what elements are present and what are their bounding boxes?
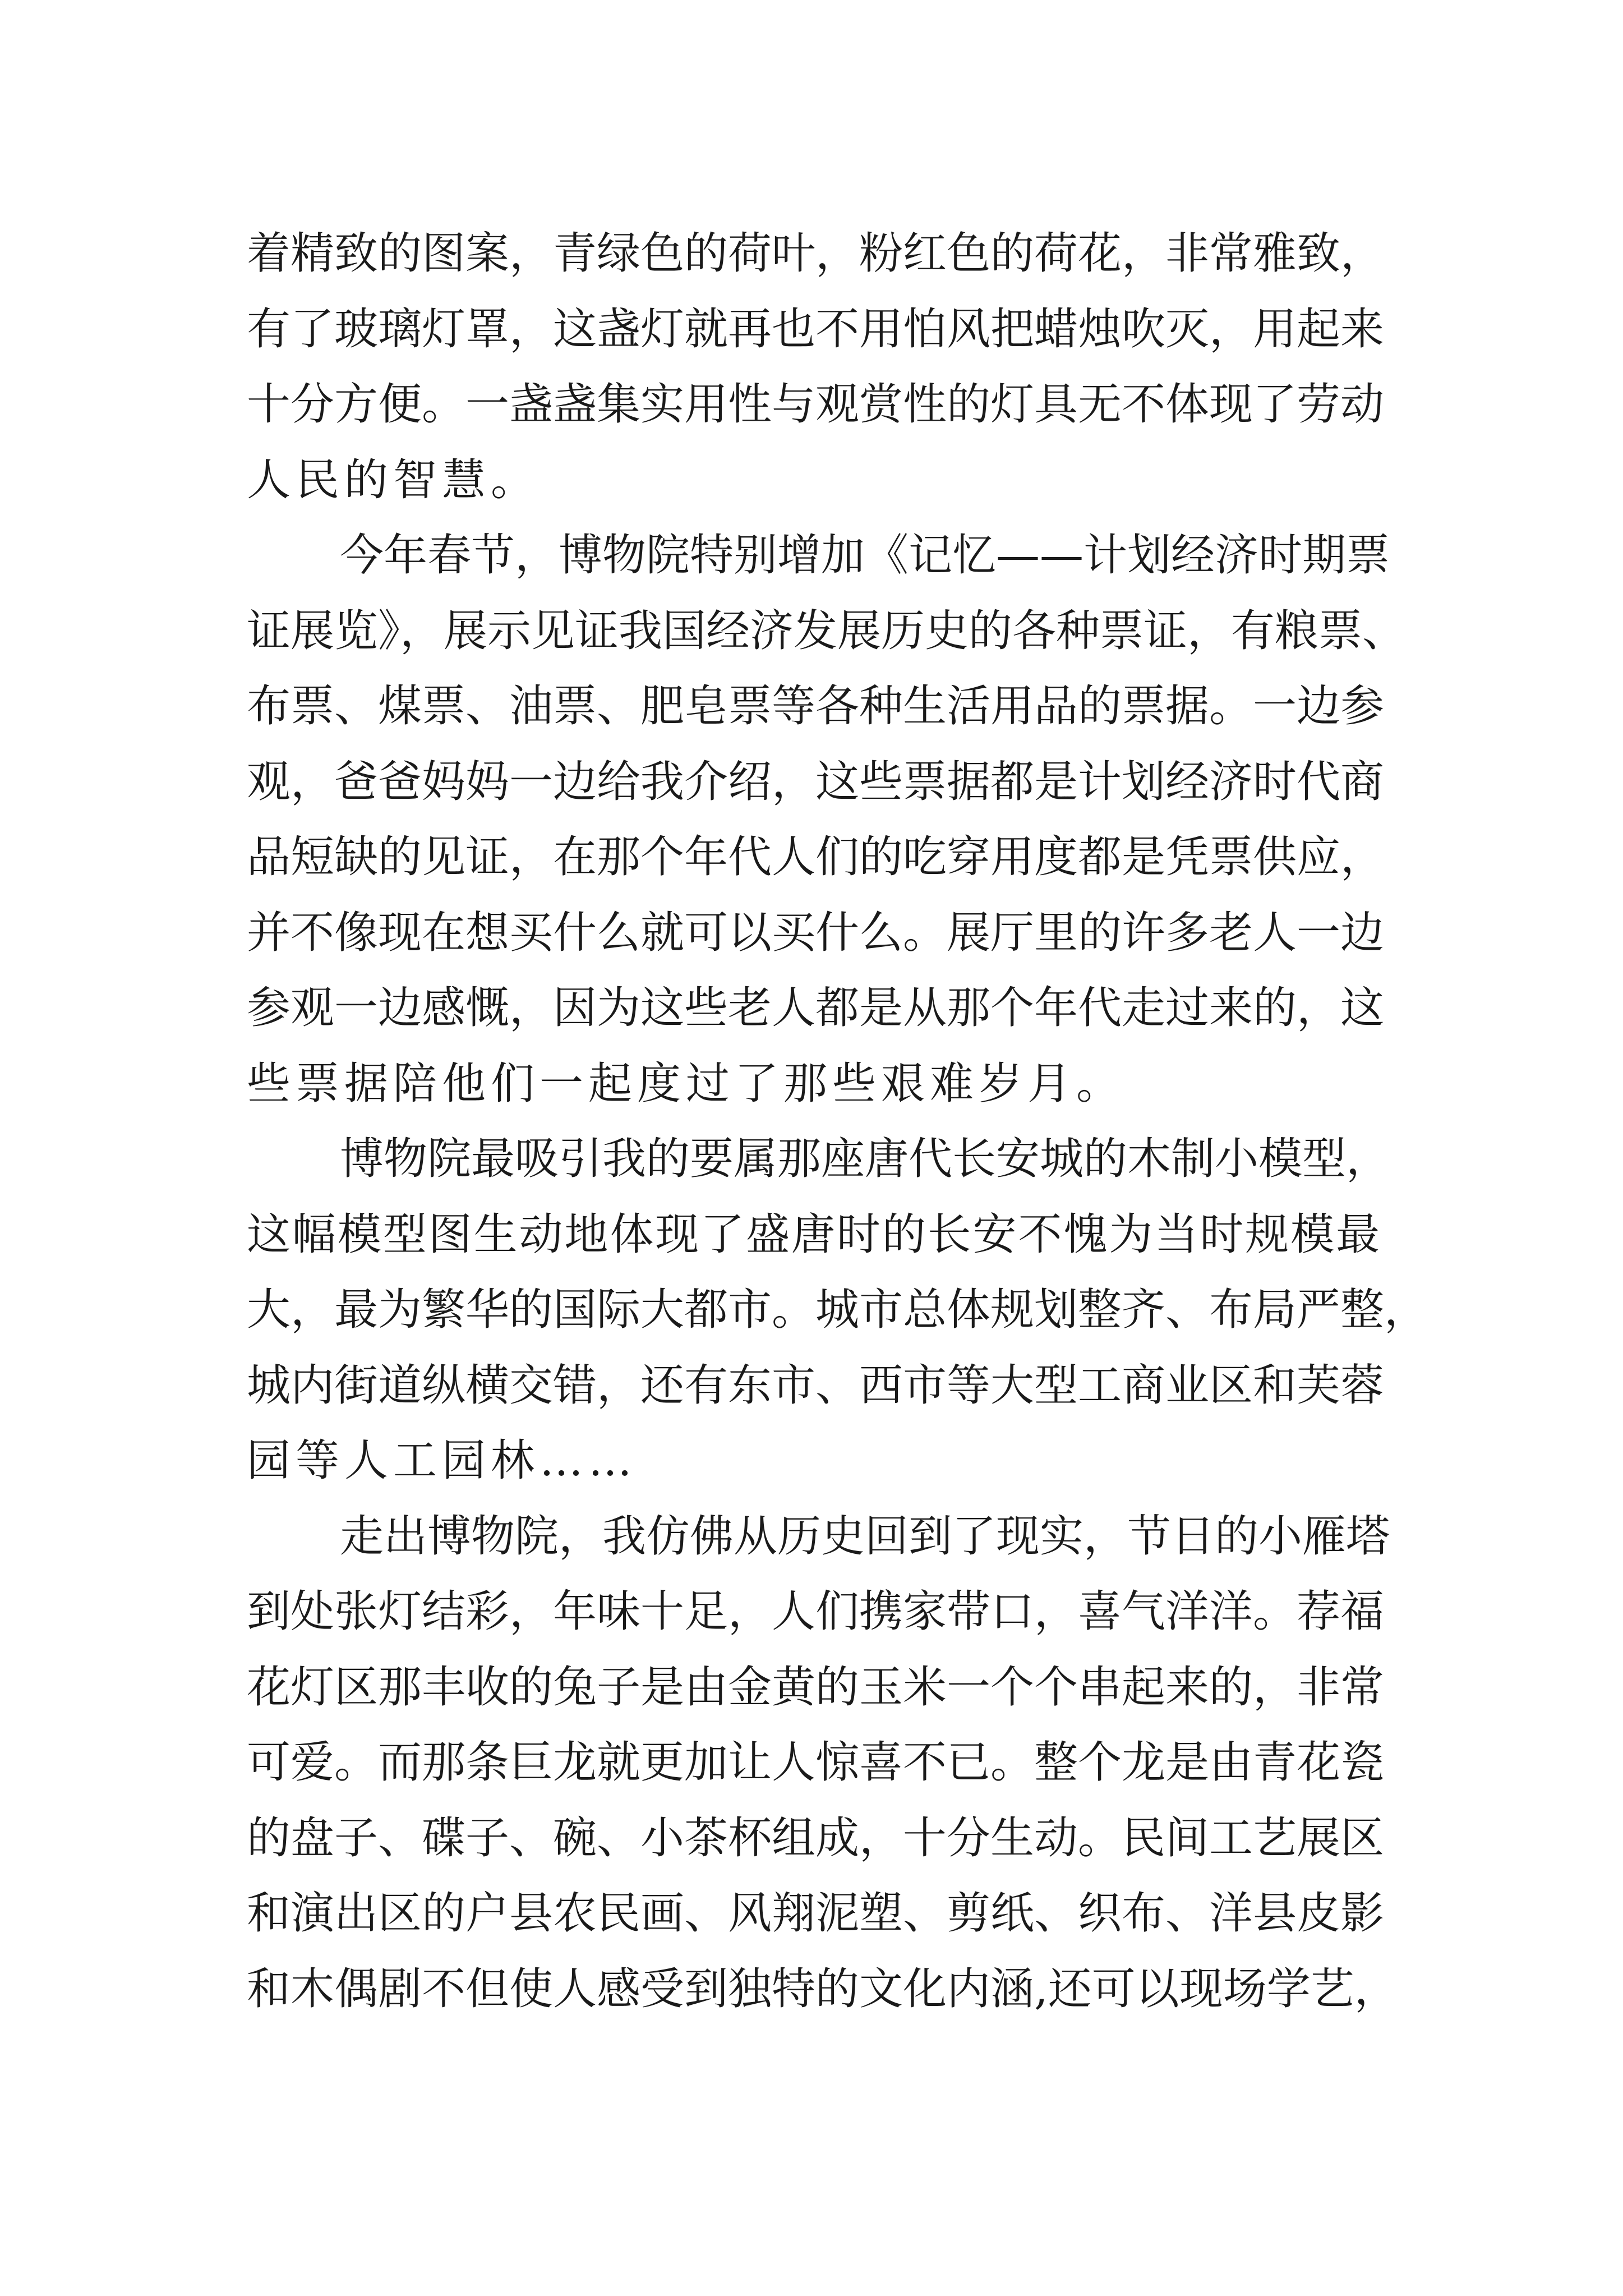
text-line: 到处张灯结彩，年味十足，人们携家带口，喜气洋洋。荐福 [247,1586,1385,1637]
text-line: 些票据陪他们一起度过了那些艰难岁月。 [247,1058,1126,1109]
text-line: 有了玻璃灯罩，这盏灯就再也不用怕风把蜡烛吹灭，用起来 [247,303,1385,355]
text-line: 花灯区那丰收的兔子是由金黄的玉米一个个串起来的，非常 [247,1662,1385,1713]
text-line: 大，最为繁华的国际大都市。城市总体规划整齐、布局严整， [247,1285,1428,1335]
text-line: 十分方便。一盏盏集实用性与观赏性的灯具无不体现了劳动 [247,379,1385,430]
text-line: 这幅模型图生动地体现了盛唐时的长安不愧为当时规模最 [247,1209,1380,1260]
paragraph-first-line: 今年春节，博物院特别增加《记忆——计划经济时期票 [340,530,1390,581]
paragraph-first-line: 博物院最吸引我的要属那座唐代长安城的木制小模型， [340,1134,1390,1184]
text-line: 和演出区的户县农民画、风翔泥塑、剪纸、织布、洋县皮影 [247,1888,1385,1939]
paragraph-first-line: 走出博物院，我仿佛从历史回到了现实，节日的小雁塔 [340,1511,1390,1562]
text-line: 品短缺的见证，在那个年代人们的吃穿用度都是凭票供应， [247,832,1385,882]
text-line: 和木偶剧不但使人感受到独特的文化内涵,还可以现场学艺， [247,1963,1398,2014]
text-line: 可爱。而那条巨龙就更加让人惊喜不已。整个龙是由青花瓷 [247,1737,1385,1788]
text-line: 证展览》，展示见证我国经济发展历史的各种票证，有粮票、 [247,605,1407,656]
text-line: 着精致的图案，青绿色的荷叶，粉红色的荷花，非常雅致， [247,228,1385,279]
text-line: 布票、煤票、油票、肥皂票等各种生活用品的票据。一边参 [247,681,1385,731]
text-line: 并不像现在想买什么就可以买什么。展厅里的许多老人一边 [247,907,1385,958]
text-line: 的盘子、碟子、碗、小茶杯组成，十分生动。民间工艺展区 [247,1812,1385,1864]
text-line: 园等人工园林…… [247,1435,638,1486]
text-line: 人民的智慧。 [247,454,540,505]
text-line: 城内街道纵横交错，还有东市、西市等大型工商业区和芙蓉 [247,1360,1385,1411]
text-line: 参观一边感慨，因为这些老人都是从那个年代走过来的，这 [247,983,1385,1033]
text-line: 观，爸爸妈妈一边给我介绍，这些票据都是计划经济时代商 [247,756,1385,807]
essay-body [247,216,1428,2027]
